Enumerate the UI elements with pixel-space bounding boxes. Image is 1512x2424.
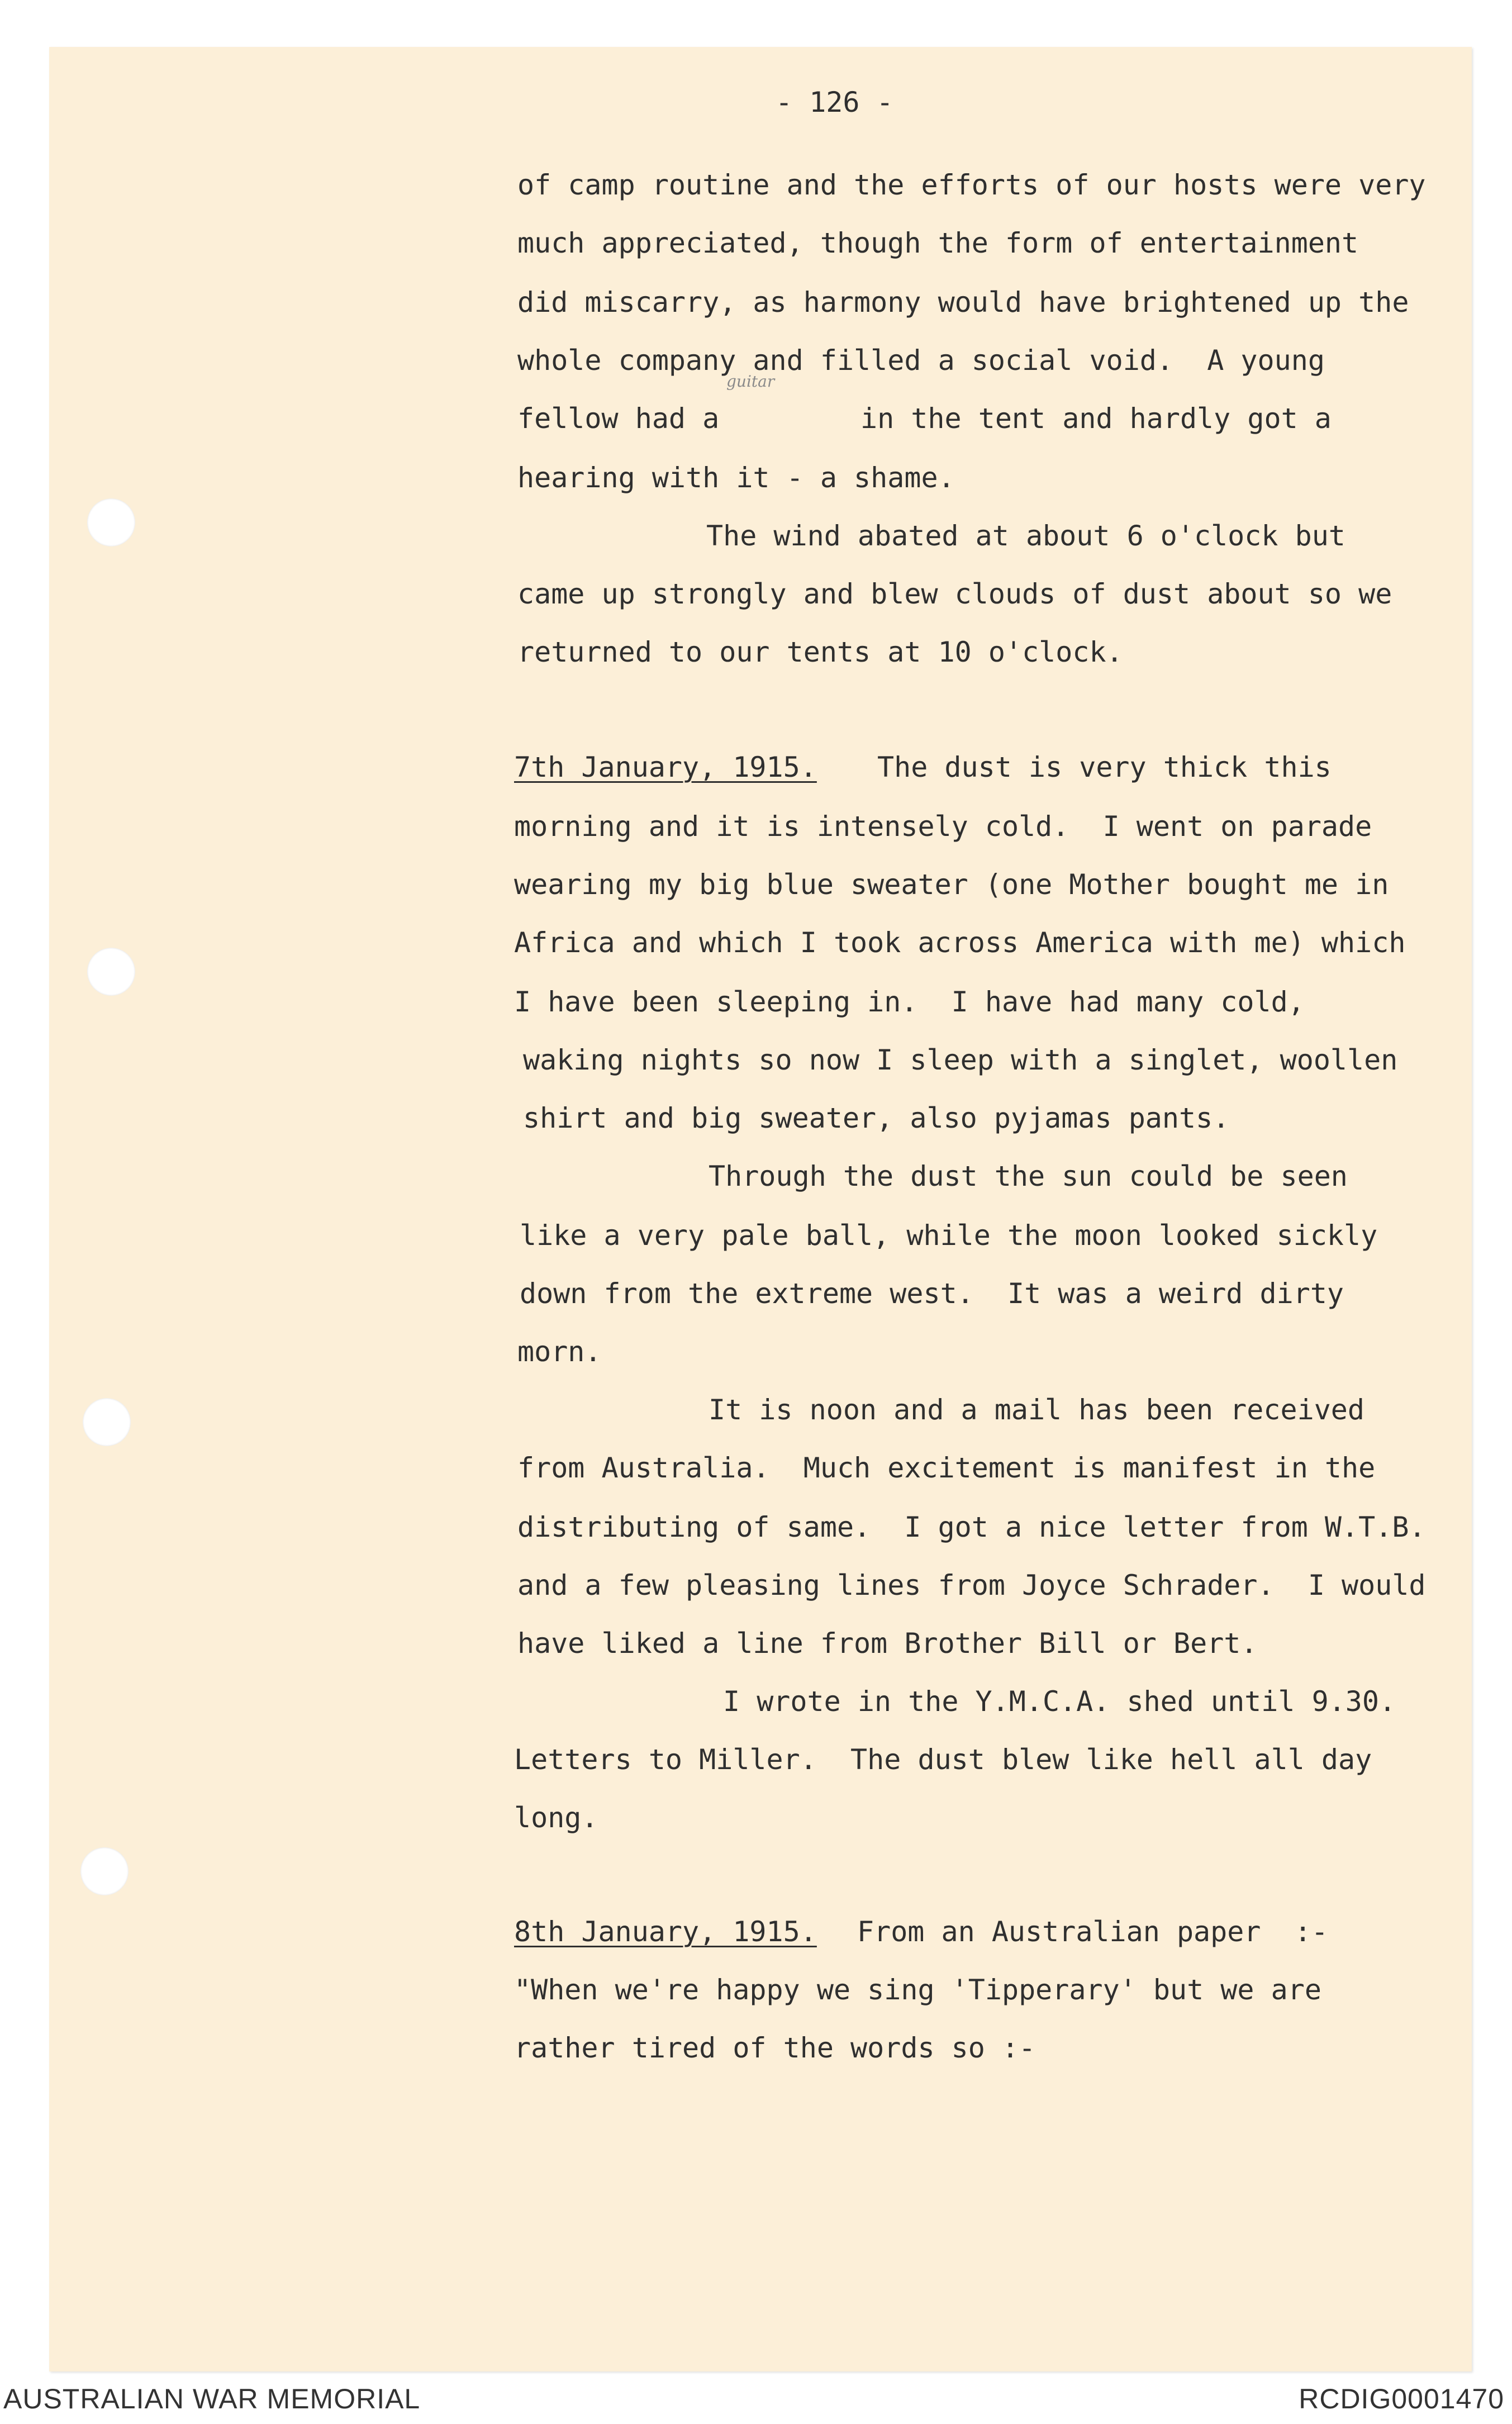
text-line: The wind abated at about 6 o'clock but xyxy=(706,520,1345,552)
text-line: morn. xyxy=(517,1335,602,1368)
text-line: whole company and filled a social void. A young xyxy=(517,344,1325,377)
text-line: of camp routine and the efforts of our hosts were very xyxy=(517,169,1426,201)
text-line: Africa and which I took across America with me) which xyxy=(514,926,1406,959)
text-line: I have been sleeping in. I have had many cold, xyxy=(514,986,1305,1018)
text-line: From an Australian paper :- xyxy=(857,1916,1328,1948)
text-line: distributing of same. I got a nice letter from W.T.B. xyxy=(517,1511,1426,1543)
text-line: Letters to Miller. The dust blew like hell all day xyxy=(514,1743,1372,1776)
page-number: - 126 - xyxy=(776,86,893,118)
text-line: It is noon and a mail has been received xyxy=(709,1394,1364,1426)
text-line: like a very pale ball, while the moon looked sickly xyxy=(520,1219,1378,1252)
text-line: rather tired of the words so :- xyxy=(514,2032,1036,2064)
text-line: down from the extreme west. It was a weird dirty xyxy=(520,1277,1344,1310)
punch-hole xyxy=(87,948,135,996)
document-page xyxy=(49,47,1472,2371)
text-line: much appreciated, though the form of entertainment xyxy=(517,227,1359,259)
punch-hole xyxy=(80,1847,129,1895)
text-line: returned to our tents at 10 o'clock. xyxy=(517,636,1123,668)
archive-name: AUSTRALIAN WAR MEMORIAL xyxy=(3,2383,421,2415)
text-line: in the tent and hardly got a xyxy=(860,402,1332,435)
punch-hole xyxy=(87,498,135,546)
text-line: Through the dust the sun could be seen xyxy=(709,1160,1348,1192)
text-line: waking nights so now I sleep with a singlet, woollen xyxy=(523,1044,1398,1076)
text-line: did miscarry, as harmony would have brightened up the xyxy=(517,286,1409,319)
text-line: I wrote in the Y.M.C.A. shed until 9.30. xyxy=(723,1685,1396,1718)
text-line: have liked a line from Brother Bill or Bert. xyxy=(517,1627,1258,1660)
text-line: shirt and big sweater, also pyjamas pants. xyxy=(523,1102,1230,1134)
text-line: morning and it is intensely cold. I went on parade xyxy=(514,810,1372,843)
text-line: long. xyxy=(514,1802,598,1834)
text-line: hearing with it - a shame. xyxy=(517,462,955,494)
punch-hole xyxy=(83,1398,131,1446)
text-line: from Australia. Much excitement is manifest in the xyxy=(517,1452,1376,1484)
entry-date: 7th January, 1915. xyxy=(514,751,817,783)
text-line: wearing my big blue sweater (one Mother bought me in xyxy=(514,868,1389,901)
text-line: "When we're happy we sing 'Tipperary' but we are xyxy=(514,1974,1321,2006)
entry-date: 8th January, 1915. xyxy=(514,1916,817,1948)
text-line: The dust is very thick this xyxy=(877,751,1332,783)
text-line: came up strongly and blew clouds of dust about so we xyxy=(517,578,1392,610)
text-line: fellow had a xyxy=(517,402,720,435)
handwritten-insertion: guitar xyxy=(726,372,775,391)
text-line: and a few pleasing lines from Joyce Schrader. I would xyxy=(517,1569,1426,1601)
record-id: RCDIG0001470 xyxy=(1299,2383,1504,2415)
